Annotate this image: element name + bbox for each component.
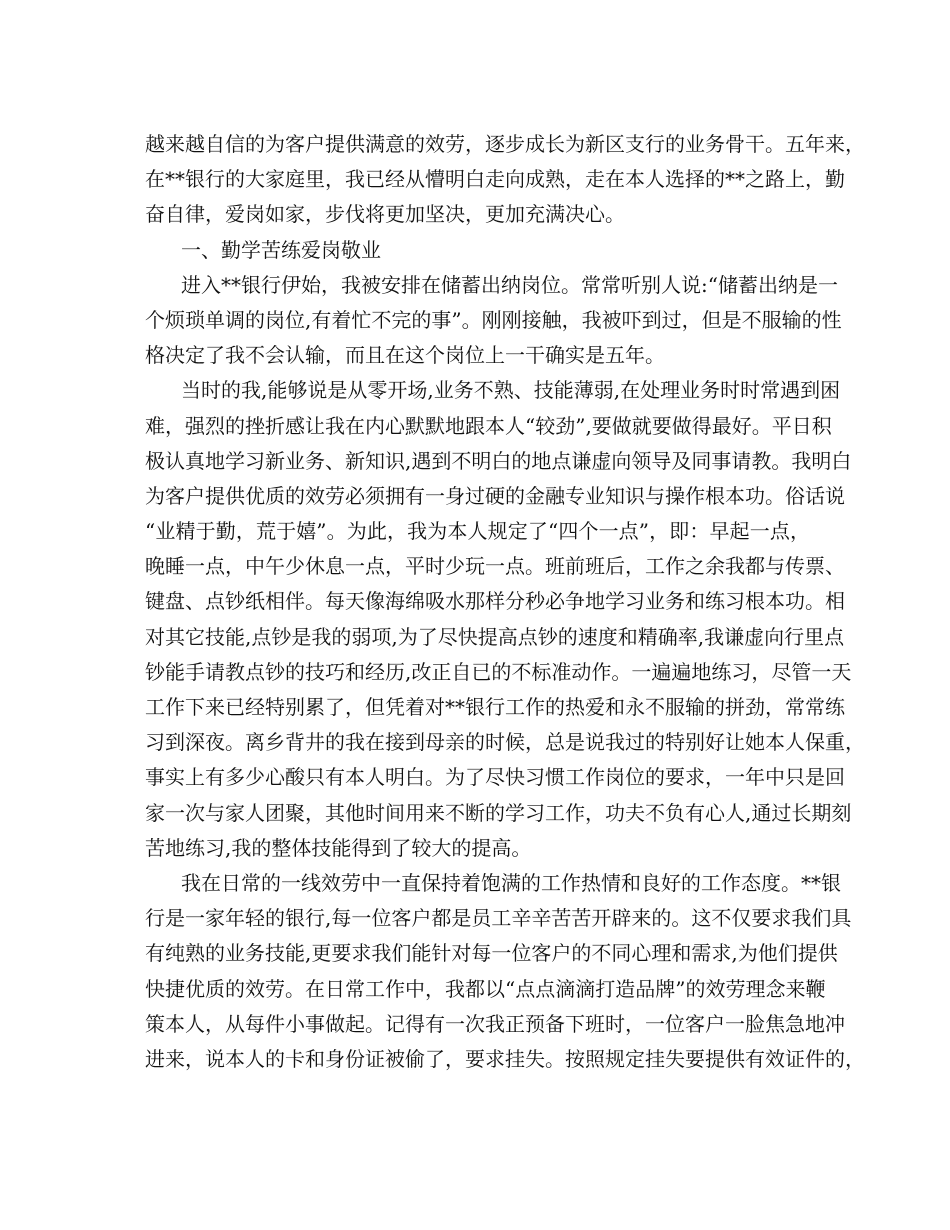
text-line: 格决定了我不会认输，而且在这个岗位上一干确实是五年。 bbox=[145, 343, 665, 368]
text-line: 策本人，从每件小事做起。记得有一次我正预备下班时，一位客户一脸焦急地冲 bbox=[145, 1011, 845, 1036]
text-line: “业精于勤，荒于嬉”。为此，我为本人规定了“四个一点”，即：早起一点， bbox=[145, 519, 810, 544]
text-line: 对其它技能,点钞是我的弱项,为了尽快提高点钞的速度和精确率,我谦虚向行里点 bbox=[145, 624, 845, 649]
text-line: 当时的我,能够说是从零开场,业务不熟、技能薄弱,在处理业务时时常遇到困 bbox=[181, 378, 841, 403]
text-line: 习到深夜。离乡背井的我在接到母亲的时候，总是说我过的特别好让她本人保重， bbox=[145, 730, 865, 755]
text-line: 键盘、点钞纸相伴。每天像海绵吸水那样分秒必争地学习业务和练习根本功。相 bbox=[145, 589, 845, 614]
text-line: 行是一家年轻的银行,每一位客户都是员工辛辛苦苦开辟来的。这不仅要求我们具 bbox=[145, 906, 852, 931]
text-line: 奋自律，爱岗如家，步伐将更加坚决，更加充满决心。 bbox=[145, 202, 625, 227]
text-line: 苦地练习,我的整体技能得到了较大的提高。 bbox=[145, 835, 532, 860]
text-line: 为客户提供优质的效劳必须拥有一身过硬的金融专业知识与操作根本功。俗话说 bbox=[145, 483, 845, 508]
text-line: 快捷优质的效劳。在日常工作中，我都以“点点滴滴打造品牌”的效劳理念来鞭 bbox=[145, 976, 826, 1001]
text-line: 极认真地学习新业务、新知识,遇到不明白的地点谦虚向领导及同事请教。我明白 bbox=[145, 448, 852, 473]
text-line: 工作下来已经特别累了，但凭着对**银行工作的热爱和永不服输的拼劲，常常练 bbox=[145, 695, 845, 719]
text-line: 进来，说本人的卡和身份证被偷了，要求挂失。按照规定挂失要提供有效证件的， bbox=[145, 1046, 865, 1071]
text-line: 晚睡一点，中午少休息一点，平时少玩一点。班前班后，工作之余我都与传票、 bbox=[145, 554, 845, 579]
text-line: 家一次与家人团聚，其他时间用来不断的学习工作，功夫不负有心人,通过长期刻 bbox=[145, 800, 852, 825]
text-line: 越来越自信的为客户提供满意的效劳，逐步成长为新区支行的业务骨干。五年来， bbox=[145, 132, 865, 156]
text-line: 一、勤学苦练爱岗敬业 bbox=[181, 237, 381, 262]
text-line: 事实上有多少心酸只有本人明白。为了尽快习惯工作岗位的要求，一年中只是回 bbox=[145, 765, 845, 790]
text-line: 难，强烈的挫折感让我在内心默默地跟本人“较劲”,要做就要做得最好。平日积 bbox=[145, 413, 832, 438]
text-line: 进入**银行伊始，我被安排在储蓄出纳岗位。常常听别人说:“储蓄出纳是一 bbox=[181, 272, 838, 297]
text-line: 我在日常的一线效劳中一直保持着饱满的工作热情和良好的工作态度。**银 bbox=[181, 870, 841, 895]
text-line: 有纯熟的业务技能,更要求我们能针对每一位客户的不同心理和需求,为他们提供 bbox=[145, 941, 838, 966]
text-line: 钞能手请教点钞的技巧和经历,改正自已的不标准动作。一遍遍地练习，尽管一天 bbox=[145, 659, 852, 684]
text-line: 在**银行的大家庭里，我已经从懵明白走向成熟，走在本人选择的**之路上，勤 bbox=[145, 167, 845, 192]
document-body bbox=[145, 127, 865, 1077]
text-line: 个烦琐单调的岗位,有着忙不完的事”。刚刚接触，我被吓到过，但是不服输的性 bbox=[145, 307, 842, 332]
